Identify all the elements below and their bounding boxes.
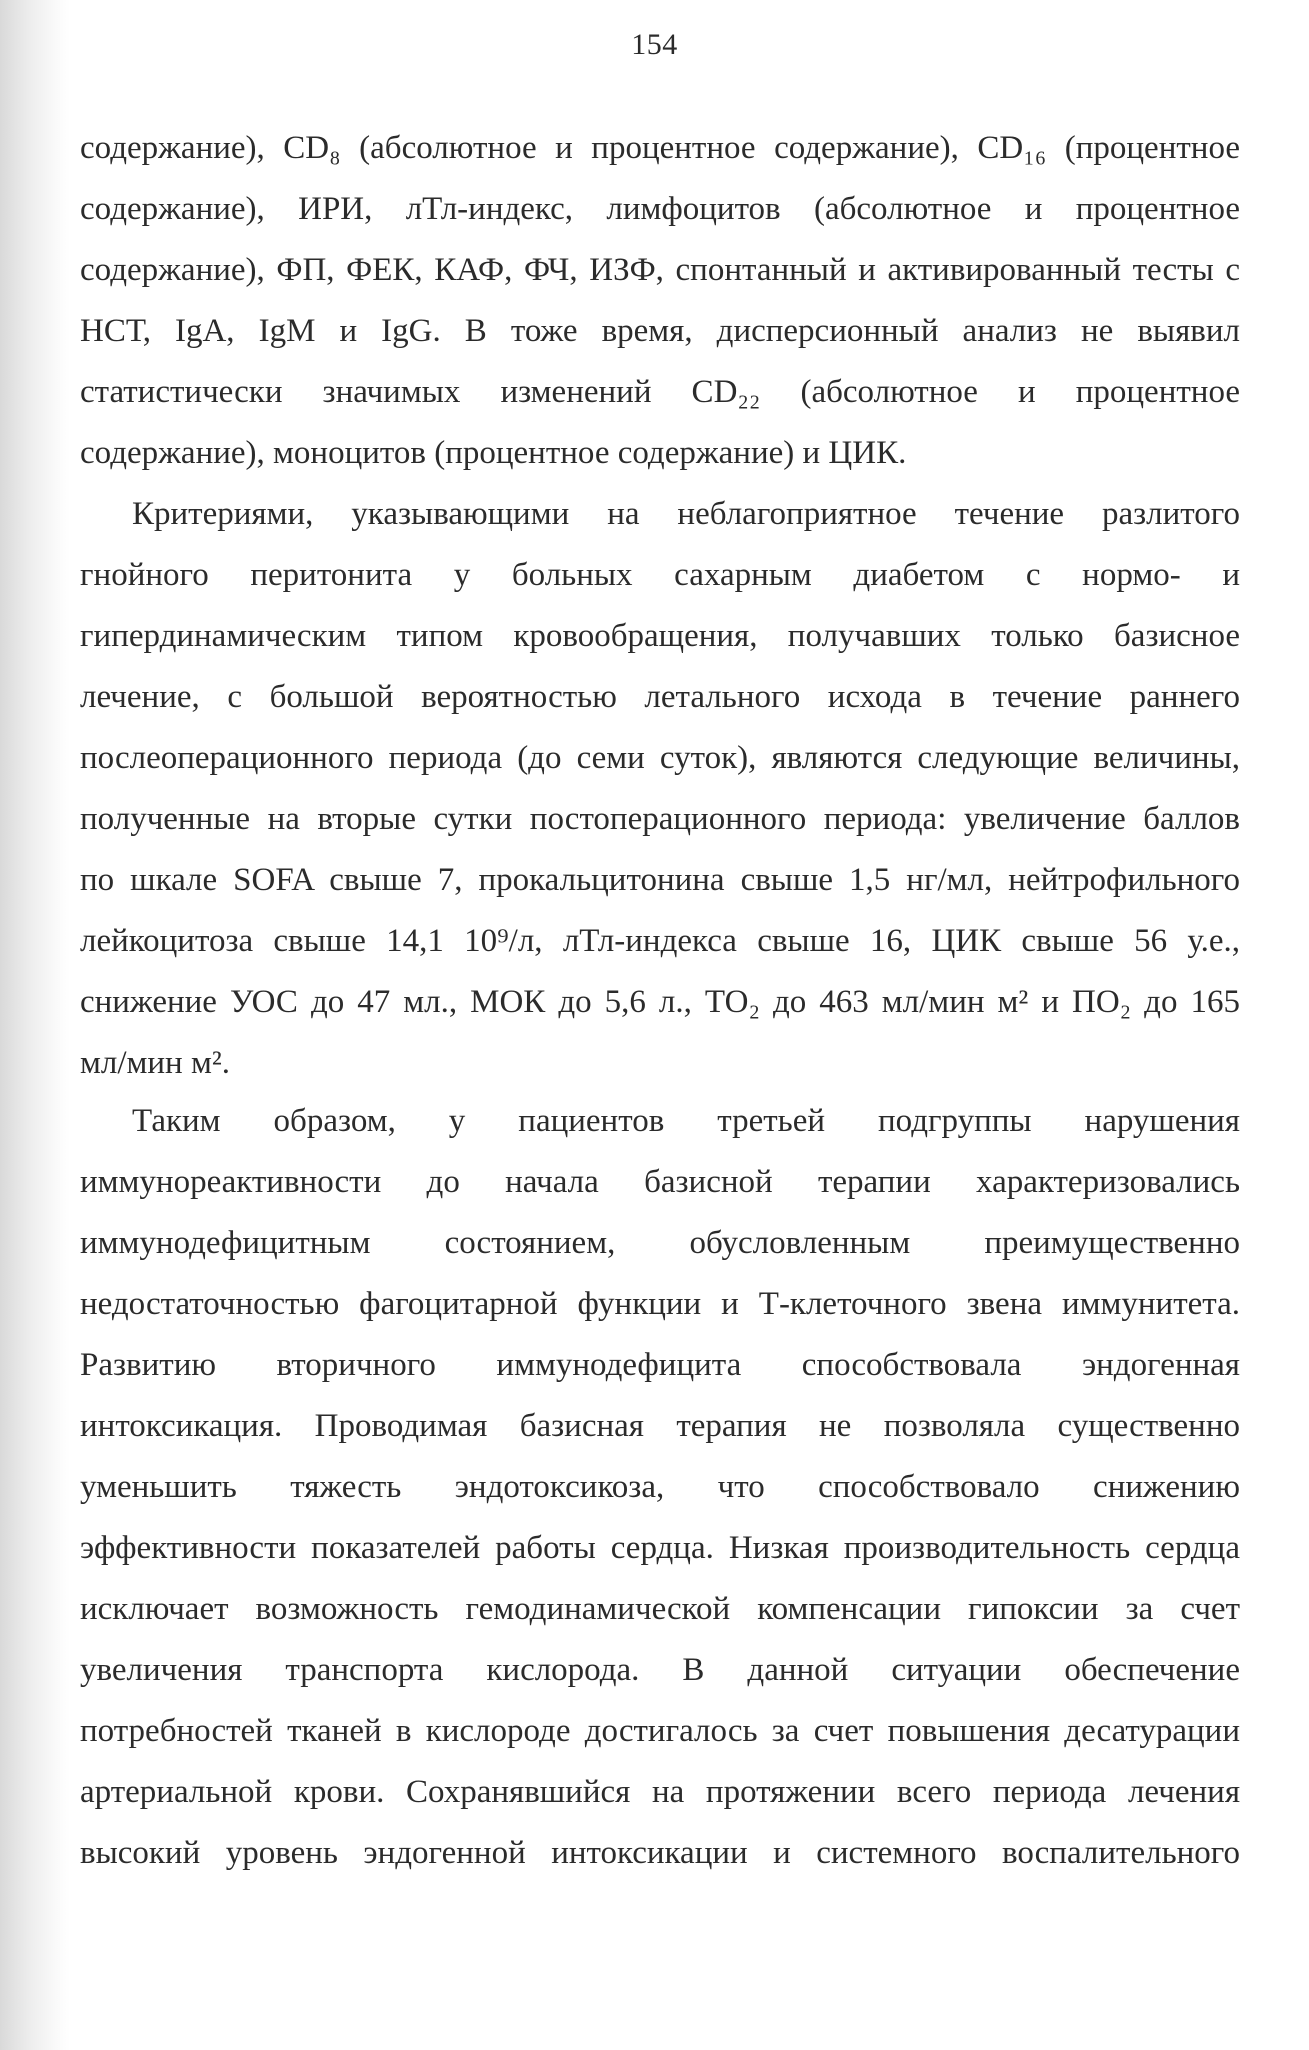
- page-number: 154: [631, 28, 678, 61]
- scan-edge-shadow: [0, 0, 70, 2050]
- text-line: иммунодефицитным состоянием, обусловленным преимущественно: [80, 1225, 1240, 1261]
- text-line: эффективности показателей работы сердца. Низкая производительность сердца: [80, 1530, 1240, 1566]
- text-line: потребностей тканей в кислороде достигалось за счет повышения десатурации: [80, 1713, 1240, 1749]
- text-line: гнойного перитонита у больных сахарным диабетом с нормо- и: [80, 557, 1240, 593]
- text-line: статистически значимых изменений CD₂₂ (абсолютное и процентное: [80, 374, 1240, 410]
- text-line: лейкоцитоза свыше 14,1 10⁹/л, лТл-индекса свыше 16, ЦИК свыше 56 у.е.,: [80, 923, 1240, 959]
- text-line: иммунореактивности до начала базисной терапии характеризовались: [80, 1164, 1240, 1200]
- text-line: содержание), ИРИ, лТл-индекс, лимфоцитов (абсолютное и процентное: [80, 191, 1240, 227]
- paragraph-3: [80, 1091, 1240, 1884]
- text-line: увеличения транспорта кислорода. В данной ситуации обеспечение: [80, 1652, 1240, 1688]
- text-line: мл/мин м².: [80, 1045, 230, 1081]
- text-line: по шкале SOFA свыше 7, прокальцитонина свыше 1,5 нг/мл, нейтрофильного: [80, 862, 1240, 898]
- text-line: Развитию вторичного иммунодефицита способствовала эндогенная: [80, 1347, 1240, 1383]
- text-line: интоксикация. Проводимая базисная терапия не позволяла существенно: [80, 1408, 1240, 1444]
- text-line: содержание), моноцитов (процентное содержание) и ЦИК.: [80, 435, 907, 471]
- text-line: НСТ, IgA, IgM и IgG. В тоже время, дисперсионный анализ не выявил: [80, 313, 1240, 349]
- paragraph-1: [80, 118, 1240, 484]
- text-line: гипердинамическим типом кровообращения, получавших только базисное: [80, 618, 1240, 654]
- text-line: уменьшить тяжесть эндотоксикоза, что способствовало снижению: [80, 1469, 1240, 1505]
- text-line: недостаточностью фагоцитарной функции и Т-клеточного звена иммунитета.: [80, 1286, 1240, 1322]
- text-line: содержание), ФП, ФЕК, КАФ, ФЧ, ИЗФ, спонтанный и активированный тесты с: [80, 252, 1240, 288]
- text-line: Таким образом, у пациентов третьей подгруппы нарушения: [132, 1103, 1240, 1139]
- text-line: исключает возможность гемодинамической компенсации гипоксии за счет: [80, 1591, 1240, 1627]
- text-line: содержание), CD₈ (абсолютное и процентное содержание), CD₁₆ (процентное: [80, 130, 1240, 166]
- paragraph-2: [80, 484, 1240, 1094]
- text-line: снижение УОС до 47 мл., МОК до 5,6 л., ТО₂ до 463 мл/мин м² и ПО₂ до 165: [80, 984, 1240, 1020]
- text-line: высокий уровень эндогенной интоксикации и системного воспалительного: [80, 1835, 1240, 1871]
- text-line: лечение, с большой вероятностью летального исхода в течение раннего: [80, 679, 1240, 715]
- text-line: послеоперационного периода (до семи суток), являются следующие величины,: [80, 740, 1240, 776]
- text-line: Критериями, указывающими на неблагоприятное течение разлитого: [132, 496, 1240, 532]
- text-line: артериальной крови. Сохранявшийся на протяжении всего периода лечения: [80, 1774, 1240, 1810]
- text-line: полученные на вторые сутки постоперационного периода: увеличение баллов: [80, 801, 1240, 837]
